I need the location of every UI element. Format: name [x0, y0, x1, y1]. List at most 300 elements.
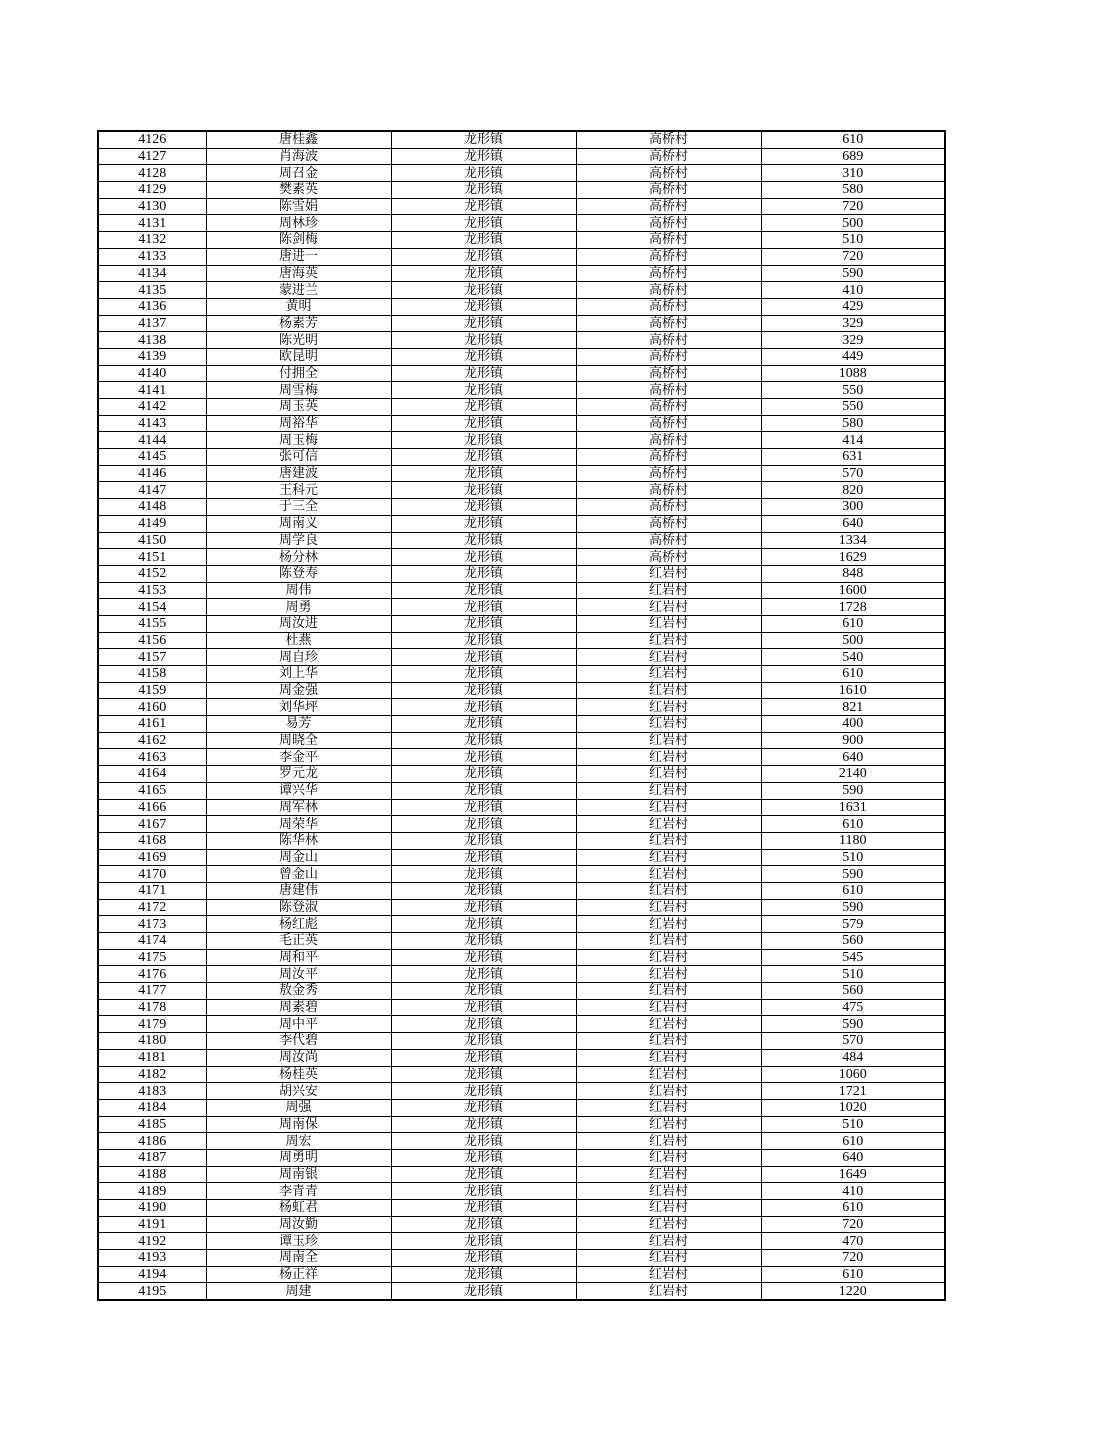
- person-name-cell: 周金强: [206, 682, 391, 699]
- row-number-cell: 4140: [98, 365, 206, 382]
- town-name-cell: 龙形镇: [391, 332, 576, 349]
- town-name-cell: 龙形镇: [391, 1233, 576, 1250]
- person-name-cell: 罗元龙: [206, 766, 391, 783]
- amount-cell: 1334: [761, 532, 945, 549]
- table-row: [98, 549, 945, 566]
- person-name-cell: 胡兴安: [206, 1083, 391, 1100]
- amount-cell: 610: [761, 882, 945, 899]
- person-name-cell: 周汝平: [206, 966, 391, 983]
- amount-cell: 580: [761, 182, 945, 199]
- amount-cell: 579: [761, 916, 945, 933]
- table-row: [98, 1099, 945, 1116]
- amount-cell: 1649: [761, 1166, 945, 1183]
- town-name-cell: 龙形镇: [391, 766, 576, 783]
- row-number-cell: 4175: [98, 949, 206, 966]
- row-number-cell: 4170: [98, 866, 206, 883]
- row-number-cell: 4159: [98, 682, 206, 699]
- village-name-cell: 高桥村: [576, 165, 761, 182]
- row-number-cell: 4137: [98, 315, 206, 332]
- row-number-cell: 4134: [98, 265, 206, 282]
- amount-cell: 510: [761, 849, 945, 866]
- table-row: [98, 732, 945, 749]
- amount-cell: 1020: [761, 1099, 945, 1116]
- town-name-cell: 龙形镇: [391, 916, 576, 933]
- town-name-cell: 龙形镇: [391, 515, 576, 532]
- village-name-cell: 红岩村: [576, 1116, 761, 1133]
- village-name-cell: 高桥村: [576, 198, 761, 215]
- row-number-cell: 4158: [98, 666, 206, 683]
- town-name-cell: 龙形镇: [391, 265, 576, 282]
- table-row: [98, 332, 945, 349]
- row-number-cell: 4139: [98, 348, 206, 365]
- amount-cell: 560: [761, 983, 945, 1000]
- table-row: [98, 415, 945, 432]
- village-name-cell: 红岩村: [576, 983, 761, 1000]
- person-name-cell: 周南银: [206, 1166, 391, 1183]
- village-name-cell: 红岩村: [576, 582, 761, 599]
- amount-cell: 1610: [761, 682, 945, 699]
- table-row: [98, 1283, 945, 1300]
- person-name-cell: 周汝进: [206, 615, 391, 632]
- table-row: [98, 716, 945, 733]
- row-number-cell: 4172: [98, 899, 206, 916]
- village-name-cell: 红岩村: [576, 1066, 761, 1083]
- person-name-cell: 周玉梅: [206, 432, 391, 449]
- village-name-cell: 红岩村: [576, 1216, 761, 1233]
- town-name-cell: 龙形镇: [391, 298, 576, 315]
- amount-cell: 1721: [761, 1083, 945, 1100]
- town-name-cell: 龙形镇: [391, 1149, 576, 1166]
- person-name-cell: 周自珍: [206, 649, 391, 666]
- village-name-cell: 红岩村: [576, 1016, 761, 1033]
- person-name-cell: 陈华林: [206, 832, 391, 849]
- town-name-cell: 龙形镇: [391, 983, 576, 1000]
- amount-cell: 410: [761, 1183, 945, 1200]
- village-name-cell: 高桥村: [576, 432, 761, 449]
- amount-cell: 540: [761, 649, 945, 666]
- row-number-cell: 4180: [98, 1033, 206, 1050]
- town-name-cell: 龙形镇: [391, 215, 576, 232]
- village-name-cell: 高桥村: [576, 232, 761, 249]
- table-row: [98, 1149, 945, 1166]
- row-number-cell: 4130: [98, 198, 206, 215]
- town-name-cell: 龙形镇: [391, 549, 576, 566]
- person-name-cell: 曾金山: [206, 866, 391, 883]
- town-name-cell: 龙形镇: [391, 1083, 576, 1100]
- village-name-cell: 高桥村: [576, 499, 761, 516]
- person-name-cell: 陈登寿: [206, 565, 391, 582]
- person-name-cell: 周南保: [206, 1116, 391, 1133]
- amount-cell: 410: [761, 282, 945, 299]
- person-name-cell: 张可信: [206, 449, 391, 466]
- person-name-cell: 周勇: [206, 599, 391, 616]
- amount-cell: 610: [761, 1133, 945, 1150]
- town-name-cell: 龙形镇: [391, 465, 576, 482]
- town-name-cell: 龙形镇: [391, 882, 576, 899]
- village-name-cell: 高桥村: [576, 182, 761, 199]
- town-name-cell: 龙形镇: [391, 348, 576, 365]
- town-name-cell: 龙形镇: [391, 832, 576, 849]
- village-name-cell: 红岩村: [576, 615, 761, 632]
- person-name-cell: 周汝尚: [206, 1049, 391, 1066]
- table-row: [98, 465, 945, 482]
- village-name-cell: 红岩村: [576, 732, 761, 749]
- amount-cell: 510: [761, 1116, 945, 1133]
- row-number-cell: 4149: [98, 515, 206, 532]
- person-name-cell: 周伟: [206, 582, 391, 599]
- table-row: [98, 499, 945, 516]
- town-name-cell: 龙形镇: [391, 1116, 576, 1133]
- village-name-cell: 高桥村: [576, 482, 761, 499]
- town-name-cell: 龙形镇: [391, 866, 576, 883]
- row-number-cell: 4189: [98, 1183, 206, 1200]
- table-row: [98, 766, 945, 783]
- village-name-cell: 红岩村: [576, 1250, 761, 1267]
- village-name-cell: 高桥村: [576, 365, 761, 382]
- row-number-cell: 4184: [98, 1099, 206, 1116]
- row-number-cell: 4164: [98, 766, 206, 783]
- amount-cell: 640: [761, 515, 945, 532]
- person-name-cell: 敖金秀: [206, 983, 391, 1000]
- town-name-cell: 龙形镇: [391, 1266, 576, 1283]
- row-number-cell: 4129: [98, 182, 206, 199]
- table-row: [98, 298, 945, 315]
- person-name-cell: 周荣华: [206, 816, 391, 833]
- village-name-cell: 红岩村: [576, 866, 761, 883]
- person-name-cell: 周裕华: [206, 415, 391, 432]
- table-row: [98, 966, 945, 983]
- row-number-cell: 4163: [98, 749, 206, 766]
- table-row: [98, 749, 945, 766]
- town-name-cell: 龙形镇: [391, 999, 576, 1016]
- row-number-cell: 4131: [98, 215, 206, 232]
- row-number-cell: 4166: [98, 799, 206, 816]
- town-name-cell: 龙形镇: [391, 649, 576, 666]
- person-name-cell: 谭玉珍: [206, 1233, 391, 1250]
- amount-cell: 500: [761, 632, 945, 649]
- amount-cell: 300: [761, 499, 945, 516]
- town-name-cell: 龙形镇: [391, 799, 576, 816]
- person-name-cell: 周军林: [206, 799, 391, 816]
- row-number-cell: 4126: [98, 131, 206, 148]
- village-name-cell: 红岩村: [576, 649, 761, 666]
- village-name-cell: 红岩村: [576, 799, 761, 816]
- row-number-cell: 4192: [98, 1233, 206, 1250]
- person-name-cell: 周中平: [206, 1016, 391, 1033]
- row-number-cell: 4179: [98, 1016, 206, 1033]
- table-row: [98, 432, 945, 449]
- amount-cell: 510: [761, 966, 945, 983]
- person-name-cell: 陈雪娟: [206, 198, 391, 215]
- person-name-cell: 周强: [206, 1099, 391, 1116]
- row-number-cell: 4160: [98, 699, 206, 716]
- amount-cell: 610: [761, 1200, 945, 1217]
- village-name-cell: 高桥村: [576, 298, 761, 315]
- row-number-cell: 4153: [98, 582, 206, 599]
- village-name-cell: 高桥村: [576, 515, 761, 532]
- village-name-cell: 高桥村: [576, 131, 761, 148]
- town-name-cell: 龙形镇: [391, 399, 576, 416]
- person-name-cell: 毛正英: [206, 933, 391, 950]
- town-name-cell: 龙形镇: [391, 1016, 576, 1033]
- row-number-cell: 4182: [98, 1066, 206, 1083]
- table-row: [98, 348, 945, 365]
- amount-cell: 470: [761, 1233, 945, 1250]
- row-number-cell: 4167: [98, 816, 206, 833]
- town-name-cell: 龙形镇: [391, 282, 576, 299]
- table-row: [98, 198, 945, 215]
- town-name-cell: 龙形镇: [391, 1283, 576, 1300]
- amount-cell: 1220: [761, 1283, 945, 1300]
- amount-cell: 1629: [761, 549, 945, 566]
- amount-cell: 590: [761, 866, 945, 883]
- amount-cell: 610: [761, 816, 945, 833]
- table-row: [98, 1183, 945, 1200]
- town-name-cell: 龙形镇: [391, 716, 576, 733]
- row-number-cell: 4138: [98, 332, 206, 349]
- row-number-cell: 4181: [98, 1049, 206, 1066]
- village-name-cell: 红岩村: [576, 899, 761, 916]
- row-number-cell: 4165: [98, 782, 206, 799]
- table-row: [98, 832, 945, 849]
- amount-cell: 484: [761, 1049, 945, 1066]
- row-number-cell: 4145: [98, 449, 206, 466]
- person-name-cell: 周和平: [206, 949, 391, 966]
- amount-cell: 429: [761, 298, 945, 315]
- row-number-cell: 4144: [98, 432, 206, 449]
- person-name-cell: 周学良: [206, 532, 391, 549]
- table-row: [98, 599, 945, 616]
- table-row: [98, 265, 945, 282]
- table-row: [98, 165, 945, 182]
- table-row: [98, 582, 945, 599]
- person-name-cell: 周宏: [206, 1133, 391, 1150]
- town-name-cell: 龙形镇: [391, 198, 576, 215]
- town-name-cell: 龙形镇: [391, 182, 576, 199]
- row-number-cell: 4147: [98, 482, 206, 499]
- amount-cell: 610: [761, 131, 945, 148]
- town-name-cell: 龙形镇: [391, 682, 576, 699]
- table-row: [98, 1166, 945, 1183]
- village-name-cell: 红岩村: [576, 1133, 761, 1150]
- amount-cell: 720: [761, 1216, 945, 1233]
- table-row: [98, 148, 945, 165]
- person-name-cell: 樊素英: [206, 182, 391, 199]
- table-row: [98, 933, 945, 950]
- row-number-cell: 4188: [98, 1166, 206, 1183]
- row-number-cell: 4178: [98, 999, 206, 1016]
- amount-cell: 590: [761, 899, 945, 916]
- town-name-cell: 龙形镇: [391, 449, 576, 466]
- table-row: [98, 632, 945, 649]
- village-name-cell: 红岩村: [576, 1283, 761, 1300]
- town-name-cell: 龙形镇: [391, 148, 576, 165]
- person-name-cell: 唐桂鑫: [206, 131, 391, 148]
- town-name-cell: 龙形镇: [391, 1250, 576, 1267]
- person-name-cell: 唐建伟: [206, 882, 391, 899]
- amount-cell: 400: [761, 716, 945, 733]
- table-row: [98, 515, 945, 532]
- row-number-cell: 4168: [98, 832, 206, 849]
- amount-cell: 820: [761, 482, 945, 499]
- person-name-cell: 于三全: [206, 499, 391, 516]
- table-row: [98, 866, 945, 883]
- row-number-cell: 4146: [98, 465, 206, 482]
- person-name-cell: 唐海英: [206, 265, 391, 282]
- row-number-cell: 4128: [98, 165, 206, 182]
- table-row: [98, 565, 945, 582]
- village-name-cell: 红岩村: [576, 1099, 761, 1116]
- amount-cell: 329: [761, 315, 945, 332]
- amount-cell: 1180: [761, 832, 945, 849]
- person-name-cell: 杨虹君: [206, 1200, 391, 1217]
- table-row: [98, 1133, 945, 1150]
- village-name-cell: 高桥村: [576, 215, 761, 232]
- village-name-cell: 红岩村: [576, 782, 761, 799]
- person-name-cell: 周雪梅: [206, 382, 391, 399]
- amount-cell: 570: [761, 465, 945, 482]
- town-name-cell: 龙形镇: [391, 782, 576, 799]
- row-number-cell: 4156: [98, 632, 206, 649]
- village-name-cell: 红岩村: [576, 666, 761, 683]
- village-name-cell: 红岩村: [576, 1083, 761, 1100]
- person-name-cell: 易芳: [206, 716, 391, 733]
- town-name-cell: 龙形镇: [391, 1216, 576, 1233]
- row-number-cell: 4133: [98, 248, 206, 265]
- town-name-cell: 龙形镇: [391, 415, 576, 432]
- town-name-cell: 龙形镇: [391, 1049, 576, 1066]
- village-name-cell: 红岩村: [576, 1033, 761, 1050]
- amount-cell: 640: [761, 1149, 945, 1166]
- person-name-cell: 杜燕: [206, 632, 391, 649]
- village-name-cell: 红岩村: [576, 632, 761, 649]
- table-row: [98, 949, 945, 966]
- village-name-cell: 红岩村: [576, 1200, 761, 1217]
- amount-cell: 1728: [761, 599, 945, 616]
- amount-cell: 590: [761, 782, 945, 799]
- amount-cell: 310: [761, 165, 945, 182]
- village-name-cell: 红岩村: [576, 882, 761, 899]
- amount-cell: 610: [761, 615, 945, 632]
- amount-cell: 610: [761, 1266, 945, 1283]
- table-row: [98, 1116, 945, 1133]
- row-number-cell: 4194: [98, 1266, 206, 1283]
- row-number-cell: 4151: [98, 549, 206, 566]
- row-number-cell: 4154: [98, 599, 206, 616]
- amount-cell: 1060: [761, 1066, 945, 1083]
- town-name-cell: 龙形镇: [391, 482, 576, 499]
- table-row: [98, 1266, 945, 1283]
- village-name-cell: 高桥村: [576, 315, 761, 332]
- amount-cell: 550: [761, 382, 945, 399]
- person-name-cell: 李代碧: [206, 1033, 391, 1050]
- person-name-cell: 谭兴华: [206, 782, 391, 799]
- person-name-cell: 陈光明: [206, 332, 391, 349]
- data-table-body: [98, 131, 945, 1300]
- table-row: [98, 215, 945, 232]
- amount-cell: 720: [761, 1250, 945, 1267]
- table-row: [98, 983, 945, 1000]
- table-row: [98, 682, 945, 699]
- person-name-cell: 王科元: [206, 482, 391, 499]
- person-name-cell: 刘华坪: [206, 699, 391, 716]
- table-row: [98, 449, 945, 466]
- amount-cell: 510: [761, 232, 945, 249]
- amount-cell: 848: [761, 565, 945, 582]
- person-name-cell: 肖海波: [206, 148, 391, 165]
- town-name-cell: 龙形镇: [391, 666, 576, 683]
- town-name-cell: 龙形镇: [391, 248, 576, 265]
- village-name-cell: 红岩村: [576, 933, 761, 950]
- village-name-cell: 红岩村: [576, 966, 761, 983]
- village-name-cell: 红岩村: [576, 1149, 761, 1166]
- amount-cell: 610: [761, 666, 945, 683]
- row-number-cell: 4150: [98, 532, 206, 549]
- town-name-cell: 龙形镇: [391, 315, 576, 332]
- amount-cell: 580: [761, 415, 945, 432]
- town-name-cell: 龙形镇: [391, 165, 576, 182]
- table-row: [98, 999, 945, 1016]
- town-name-cell: 龙形镇: [391, 933, 576, 950]
- town-name-cell: 龙形镇: [391, 1099, 576, 1116]
- town-name-cell: 龙形镇: [391, 432, 576, 449]
- table-row: [98, 899, 945, 916]
- town-name-cell: 龙形镇: [391, 749, 576, 766]
- row-number-cell: 4187: [98, 1149, 206, 1166]
- row-number-cell: 4135: [98, 282, 206, 299]
- amount-cell: 590: [761, 1016, 945, 1033]
- row-number-cell: 4185: [98, 1116, 206, 1133]
- town-name-cell: 龙形镇: [391, 949, 576, 966]
- table-row: [98, 131, 945, 148]
- village-name-cell: 高桥村: [576, 282, 761, 299]
- row-number-cell: 4136: [98, 298, 206, 315]
- row-number-cell: 4141: [98, 382, 206, 399]
- table-row: [98, 882, 945, 899]
- table-row: [98, 816, 945, 833]
- town-name-cell: 龙形镇: [391, 966, 576, 983]
- amount-cell: 414: [761, 432, 945, 449]
- village-name-cell: 高桥村: [576, 549, 761, 566]
- row-number-cell: 4161: [98, 716, 206, 733]
- person-name-cell: 周召金: [206, 165, 391, 182]
- person-name-cell: 杨素芳: [206, 315, 391, 332]
- town-name-cell: 龙形镇: [391, 1183, 576, 1200]
- village-name-cell: 高桥村: [576, 148, 761, 165]
- amount-cell: 821: [761, 699, 945, 716]
- amount-cell: 1600: [761, 582, 945, 599]
- person-name-cell: 杨分林: [206, 549, 391, 566]
- village-name-cell: 高桥村: [576, 415, 761, 432]
- table-row: [98, 916, 945, 933]
- village-name-cell: 红岩村: [576, 916, 761, 933]
- amount-cell: 689: [761, 148, 945, 165]
- amount-cell: 640: [761, 749, 945, 766]
- village-name-cell: 红岩村: [576, 682, 761, 699]
- row-number-cell: 4176: [98, 966, 206, 983]
- table-row: [98, 399, 945, 416]
- table-row: [98, 382, 945, 399]
- row-number-cell: 4143: [98, 415, 206, 432]
- amount-cell: 2140: [761, 766, 945, 783]
- table-row: [98, 315, 945, 332]
- person-name-cell: 陈登淑: [206, 899, 391, 916]
- town-name-cell: 龙形镇: [391, 599, 576, 616]
- town-name-cell: 龙形镇: [391, 565, 576, 582]
- person-name-cell: 唐进一: [206, 248, 391, 265]
- row-number-cell: 4193: [98, 1250, 206, 1267]
- table-row: [98, 799, 945, 816]
